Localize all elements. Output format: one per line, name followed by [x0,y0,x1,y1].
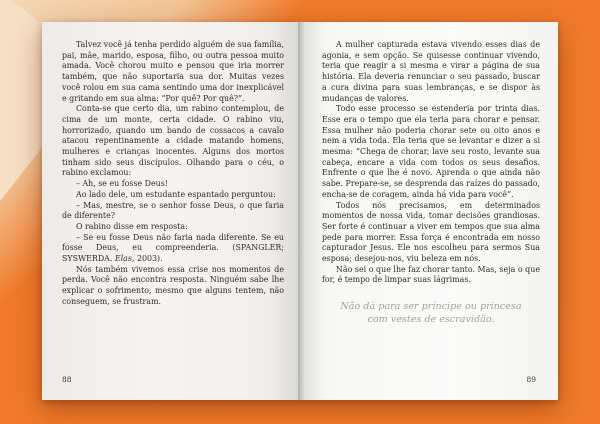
right-paragraph-2: Todo esse processo se estenderia por trinta dias. Esse era o tempo que ela teria para chorar e pensar. Essa mulher não poderia chorar sete ou oito anos e nem a vida toda. Ela teria que se levantar e dizer a si mesma: “Chega de chorar, lave seu rosto, levante sua cabeça, encare a vida com todos os seus desafios. Enfrente o que lhe é novo. Aprenda o que ainda não sabe. Prepare-se, se desprenda das raízes do passado, encha-se de coragem, ainda há vida para você”. [322,104,540,199]
reference-text-after: , 2003). [131,254,163,264]
pull-quote: Não dá para ser príncipe ou princesa com vestes de escravidão. [340,301,522,326]
left-paragraph-6: O rabino disse em resposta: [76,221,188,231]
open-book [42,22,558,400]
left-paragraph-2: Conta-se que certo dia, um rabino contemplou, de cima de um monte, certa cidade. O rabino viu, horrorizado, quando um bando de cossacos a cavalo atacou repentinamente a cidade matando homens, mulheres e crianças inocentes. Alguns dos mortos tinham sido seus discípulos. Olhando para o céu, o rabino exclamou: [62,104,284,178]
right-paragraph-1: A mulher capturada estava vivendo esses dias de agonia, e sem opção. Se quisesse continuar vivendo, teria que reagir a si mesma e virar a página de sua história. Ela deveria renunciar o seu passado, buscar a cura divina para suas lembranças, e se dispor às mudanças de valores. [322,40,540,103]
left-paragraph-5: – Mas, mestre, se o senhor fosse Deus, o que faria de diferente? [62,200,284,221]
page-number-right: 89 [526,375,536,385]
right-paragraph-3: Todos nós precisamos, em determinados momentos de nossa vida, tomar decisões grandiosas. Ser forte é continuar a viver em tempos que sua alma pede para morrer. Essa força é encontrada em nosso capturador Jesus. Ele nos escolheu para sermos Sua esposa; desejou-nos, viu beleza em nós. [322,200,540,264]
left-paragraph-last: Nós também vivemos essa crise nos momentos de perda. Você não encontra resposta. Ninguém sabe lhe explicar o sofrimento, mesmo que alguns tentem, não conseguem, se frustram. [62,264,284,306]
left-paragraph-3: – Ah, se eu fosse Deus! [76,179,168,189]
reference-title: Elas [114,254,132,264]
left-paragraph-1: Talvez você já tenha perdido alguém de sua família, pai, mãe, marido, esposa, filho, ou outra pessoa muito amada. Você chorou muito e pensou que iria morrer também, que não suportaria sua dor. Muitas vezes você rolou em sua cama sentindo uma dor inexplicável e gritando em sua alma: “Por quê? Por quê?”. [62,40,284,103]
left-paragraph-4: Ao lado dele, um estudante espantado perguntou: [76,189,276,199]
reference-text-before: – Se eu fosse Deus não faria nada diferente. Se eu fosse Deus, eu compreenderia. (SPANGLER; SYSWERDA. [62,232,284,264]
right-paragraph-4: Não sei o que lhe faz chorar tanto. Mas, seja o que for, é tempo de limpar suas lágrimas. [322,264,540,285]
left-page [42,22,300,400]
book-gutter [298,22,304,400]
page-number-left: 88 [62,375,72,385]
right-page [300,22,558,400]
left-paragraph-reference [62,233,284,265]
